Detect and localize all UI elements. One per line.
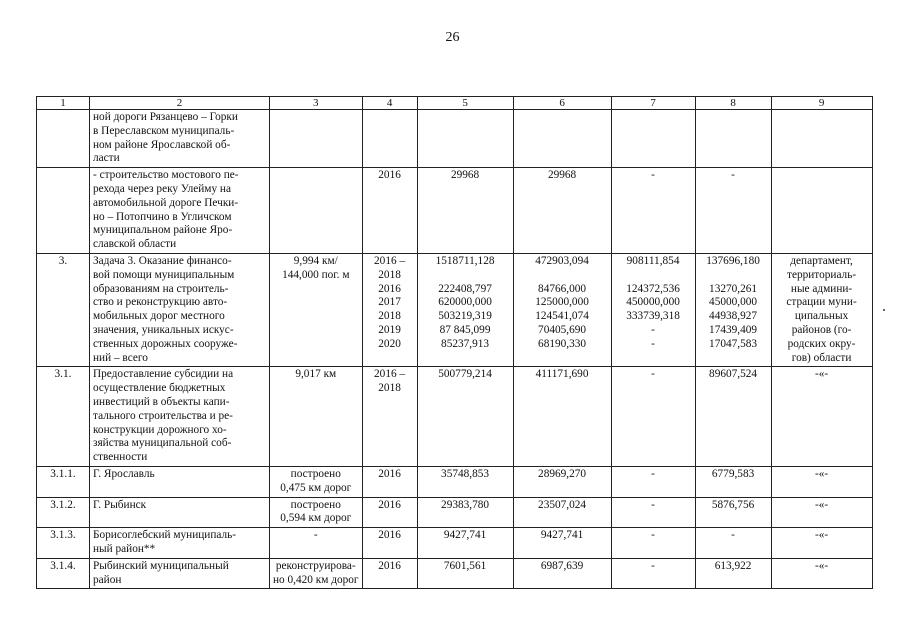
cell-text: 3. — [58, 254, 68, 267]
table-cell-c8 — [695, 558, 771, 589]
table-cell-c7 — [611, 253, 695, 366]
cell-text: - строительство мостового пе- рехода через реку Улейму на автомобильной дороге Печки- но – Потопчино в Угличском муниципальном районе Яро- славской области — [93, 169, 239, 251]
table-cell-c8 — [695, 466, 771, 497]
table-cell-c9 — [771, 367, 872, 467]
table-cell-c5 — [417, 528, 513, 559]
table-cell-c6 — [513, 367, 611, 467]
cell-text: -«- — [814, 467, 829, 480]
cell-text: 500779,214 — [438, 368, 492, 381]
table-cell-c2 — [90, 558, 270, 589]
cell-text: 1518711,128 222408,797 620000,000 503219,319 87 845,099 85237,913 — [435, 254, 495, 350]
table-cell-c2 — [90, 253, 270, 366]
cell-text: 2016 — [378, 467, 401, 480]
table-cell-c2 — [90, 367, 270, 467]
cell-text: 411171,690 — [535, 368, 589, 381]
cell-text: 613,922 — [714, 559, 752, 572]
table-cell-c7 — [611, 497, 695, 528]
cell-text: Г. Рыбинск — [93, 498, 147, 511]
cell-text: 9427,741 — [443, 529, 487, 542]
table-cell-c2 — [90, 110, 270, 168]
table-cell-c5 — [417, 110, 513, 168]
cell-text: - — [651, 169, 655, 182]
table-row — [37, 110, 873, 168]
table-row — [37, 367, 873, 467]
table-cell-c5 — [417, 168, 513, 254]
cell-text: - — [651, 559, 655, 572]
table-cell-c2 — [90, 466, 270, 497]
table-cell-c9 — [771, 497, 872, 528]
cell-text: 908111,854 124372,536 450000,000 333739,318 - - — [626, 254, 680, 350]
table-cell-c4 — [362, 528, 417, 559]
table-cell-c2 — [90, 168, 270, 254]
table-cell-c8 — [695, 168, 771, 254]
cell-text: 7601,561 — [443, 559, 487, 572]
table-cell-c9 — [771, 110, 872, 168]
table-cell-c8 — [695, 110, 771, 168]
cell-text: 2016 — [378, 529, 401, 542]
table-cell-c4 — [362, 253, 417, 366]
table-cell-c6 — [513, 466, 611, 497]
cell-text: Предоставление субсидии на осуществление бюджетных инвестиций в объекты капи- тального строительства и ре- конструкции дорожного хо- зяйства муниципальной соб- ственности — [93, 368, 234, 464]
cell-text: реконструирова- но 0,420 км дорог — [273, 559, 359, 586]
table-cell-c7 — [611, 558, 695, 589]
column-header: 3 — [270, 97, 363, 110]
cell-text: - — [651, 368, 655, 381]
table-row — [37, 497, 873, 528]
table-row — [37, 168, 873, 254]
table-cell-c1 — [37, 168, 90, 254]
table-row — [37, 558, 873, 589]
table-cell-c5 — [417, 253, 513, 366]
table-cell-c8 — [695, 497, 771, 528]
table-cell-c4 — [362, 558, 417, 589]
column-header: 8 — [695, 97, 771, 110]
table-cell-c4 — [362, 497, 417, 528]
table-cell-c7 — [611, 110, 695, 168]
table-cell-c9 — [771, 253, 872, 366]
cell-text: - — [651, 529, 655, 542]
cell-text: 137696,180 13270,261 45000,000 44938,927 17439,409 17047,583 — [706, 254, 760, 350]
table-cell-c4 — [362, 367, 417, 467]
cell-text: Борисоглебский муниципаль- ный район** — [93, 529, 237, 555]
table-cell-c3 — [270, 558, 363, 589]
cell-text: 89607,524 — [709, 368, 758, 381]
table-cell-c1 — [37, 497, 90, 528]
page-number: 26 — [445, 30, 460, 45]
cell-text: 5876,756 — [711, 498, 755, 511]
budget-table — [36, 96, 873, 589]
table-cell-c1 — [37, 528, 90, 559]
table-cell-c5 — [417, 558, 513, 589]
table-cell-c1 — [37, 253, 90, 366]
table-row — [37, 528, 873, 559]
table-cell-c2 — [90, 497, 270, 528]
cell-text: 3.1.4. — [50, 559, 76, 572]
scan-speck — [883, 309, 885, 311]
cell-text: построено 0,475 км дорог — [280, 467, 352, 494]
table-cell-c4 — [362, 110, 417, 168]
cell-text: 9427,741 — [540, 529, 584, 542]
table-cell-c1 — [37, 110, 90, 168]
table-cell-c4 — [362, 466, 417, 497]
cell-text: -«- — [814, 529, 829, 542]
cell-text: 6987,639 — [540, 559, 584, 572]
cell-text: 2016 – 2018 2016 2017 2018 2019 2020 — [374, 254, 406, 350]
table-cell-c5 — [417, 367, 513, 467]
table-row — [37, 253, 873, 366]
cell-text: Г. Ярославль — [93, 467, 155, 480]
table-cell-c6 — [513, 497, 611, 528]
cell-text: 2016 — [378, 498, 401, 511]
table-cell-c3 — [270, 168, 363, 254]
header-row — [37, 97, 873, 110]
table-cell-c3 — [270, 253, 363, 366]
table-cell-c5 — [417, 466, 513, 497]
cell-text: - — [731, 169, 735, 182]
table-cell-c9 — [771, 558, 872, 589]
table-cell-c6 — [513, 528, 611, 559]
table-cell-c8 — [695, 528, 771, 559]
table-cell-c9 — [771, 466, 872, 497]
cell-text: 23507,024 — [538, 498, 587, 511]
cell-text: - — [651, 498, 655, 511]
cell-text: 3.1.3. — [50, 529, 76, 542]
cell-text: 29383,780 — [441, 498, 490, 511]
table-cell-c7 — [611, 168, 695, 254]
column-header: 4 — [362, 97, 417, 110]
column-header: 2 — [90, 97, 270, 110]
table-cell-c8 — [695, 253, 771, 366]
table-cell-c3 — [270, 497, 363, 528]
cell-text: 3.1.1. — [50, 467, 76, 480]
table-cell-c6 — [513, 110, 611, 168]
cell-text: ной дороги Рязанцево – Горки в Переславском муниципаль- ном районе Ярославской об- ласти — [93, 111, 238, 165]
cell-text: -«- — [814, 498, 829, 511]
cell-text: 3.1.2. — [50, 498, 76, 511]
cell-text: -«- — [814, 368, 829, 381]
table-cell-c8 — [695, 367, 771, 467]
table-cell-c7 — [611, 466, 695, 497]
cell-text: 29968 — [450, 169, 480, 182]
table-cell-c9 — [771, 528, 872, 559]
cell-text: 472903,094 84766,000 125000,000 124541,074 70405,690 68190,330 — [535, 254, 589, 350]
column-header: 6 — [513, 97, 611, 110]
column-header: 7 — [611, 97, 695, 110]
table-cell-c6 — [513, 558, 611, 589]
cell-text: -«- — [814, 559, 829, 572]
cell-text: Рыбинский муниципальный район — [93, 559, 229, 586]
table-cell-c2 — [90, 528, 270, 559]
table-cell-c1 — [37, 466, 90, 497]
cell-text: 3.1. — [54, 368, 72, 381]
cell-text: 29968 — [547, 169, 577, 182]
table-cell-c1 — [37, 558, 90, 589]
column-header: 5 — [417, 97, 513, 110]
table-cell-c7 — [611, 367, 695, 467]
cell-text: департамент, территориаль- ные админи- страции муни- ципальных районов (го- родских окру- гов) области — [786, 254, 857, 364]
table-cell-c6 — [513, 168, 611, 254]
table-cell-c3 — [270, 528, 363, 559]
table-cell-c3 — [270, 466, 363, 497]
cell-text: - — [731, 529, 735, 542]
cell-text: - — [313, 529, 318, 542]
cell-text: 2016 — [378, 169, 401, 182]
cell-text: 2016 – 2018 — [374, 368, 406, 395]
column-header: 9 — [771, 97, 872, 110]
cell-text: 9,017 км — [295, 368, 337, 381]
cell-text: 6779,583 — [711, 467, 755, 480]
cell-text: построено 0,594 км дорог — [280, 498, 352, 525]
table-cell-c9 — [771, 168, 872, 254]
cell-text: 9,994 км/ 144,000 пог. м — [282, 254, 350, 281]
table-cell-c4 — [362, 168, 417, 254]
table-row — [37, 466, 873, 497]
cell-text: 2016 — [378, 559, 401, 572]
table-cell-c5 — [417, 497, 513, 528]
table-cell-c1 — [37, 367, 90, 467]
cell-text: - — [651, 467, 655, 480]
table-cell-c6 — [513, 253, 611, 366]
table-cell-c7 — [611, 528, 695, 559]
table-cell-c3 — [270, 367, 363, 467]
table-body — [37, 110, 873, 589]
cell-text: 28969,270 — [538, 467, 587, 480]
table-cell-c3 — [270, 110, 363, 168]
column-header: 1 — [37, 97, 90, 110]
cell-text: 35748,853 — [441, 467, 490, 480]
cell-text: Задача 3. Оказание финансо- вой помощи муниципальным образованиям на строитель- ство и реконструкцию авто- мобильных дорог местного значения, уникальных искус- ственных дорожных сооруже- ний – всего — [93, 254, 238, 364]
